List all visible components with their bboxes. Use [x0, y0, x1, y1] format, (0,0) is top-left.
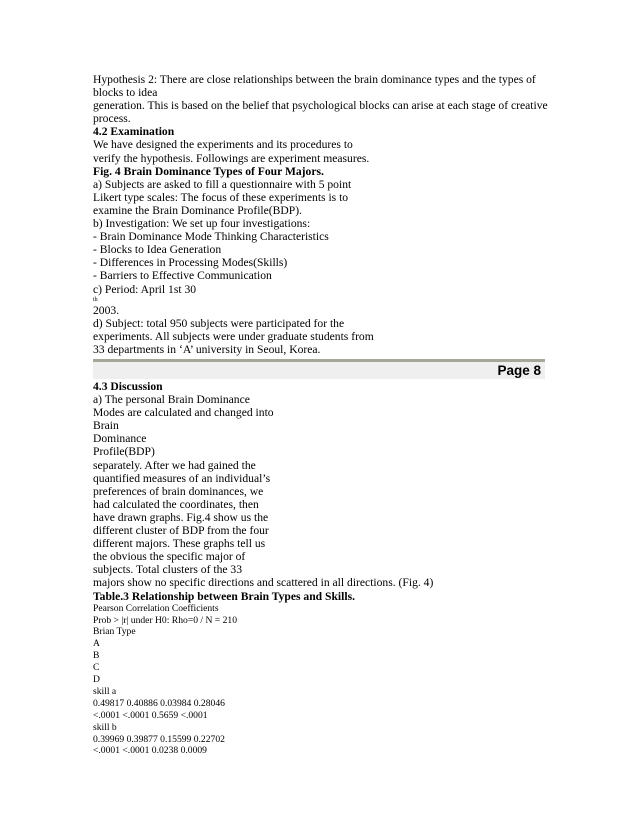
table-caption: Table.3 Relationship between Brain Types and Skills. [93, 589, 355, 603]
figure-caption: Fig. 4 Brain Dominance Types of Four Majors. [93, 164, 324, 178]
intro-line: We have designed the experiments and its procedures to [93, 138, 353, 152]
discussion-line: separately. After we had gained the [93, 458, 256, 472]
investigation-item: - Barriers to Effective Communication [93, 269, 272, 283]
table-line: 0.39969 0.39877 0.15599 0.22702 [93, 733, 225, 745]
hypothesis-line: Hypothesis 2: There are close relationships between the brain dominance types and the types of [93, 73, 536, 86]
table-line: Prob > |r| under H0: Rho=0 / N = 210 [93, 614, 237, 626]
discussion-line: Brain [93, 419, 119, 433]
item-a-line: examine the Brain Dominance Profile(BDP). [93, 203, 302, 217]
discussion-line: majors show no specific directions and scattered in all directions. (Fig. 4) [93, 576, 434, 590]
item-a-line: a) Subjects are asked to fill a questionnaire with 5 point [93, 177, 352, 191]
table-line: A [93, 638, 100, 650]
discussion-line: different cluster of BDP from the four [93, 524, 269, 538]
page-number-band [93, 362, 545, 379]
discussion-line: quantified measures of an individual’s [93, 471, 271, 485]
table-line: <.0001 <.0001 0.5659 <.0001 [93, 709, 208, 721]
item-d-line: d) Subject: total 950 subjects were participated for the [93, 316, 345, 330]
hypothesis-line: process. [93, 112, 131, 126]
investigation-item: - Blocks to Idea Generation [93, 243, 222, 257]
period-superscript: th [93, 296, 98, 303]
investigation-item: - Differences in Processing Modes(Skills) [93, 256, 288, 270]
intro-line: verify the hypothesis. Followings are experiment measures. [93, 151, 370, 165]
item-b-line: b) Investigation: We set up four investigations: [93, 217, 311, 231]
item-a-line: Likert type scales: The focus of these experiments is to [93, 190, 349, 204]
item-d-line: experiments. All subjects were under graduate students from [93, 329, 374, 343]
table-line: 0.49817 0.40886 0.03984 0.28046 [93, 697, 225, 709]
discussion-line: preferences of brain dominances, we [93, 484, 264, 498]
discussion-line: Dominance [93, 432, 147, 446]
table-line: C [93, 662, 100, 674]
discussion-line: subjects. Total clusters of the 33 [93, 563, 243, 577]
period-year: 2003. [93, 303, 120, 317]
section-heading-discussion: 4.3 Discussion [93, 380, 163, 393]
discussion-line: had calculated the coordinates, then [93, 497, 259, 511]
page-number: Page 8 [497, 363, 541, 378]
page1-text-block [93, 73, 548, 356]
discussion-line: a) The personal Brain Dominance [93, 393, 250, 407]
discussion-line: Modes are calculated and changed into [93, 406, 274, 420]
hypothesis-line: generation. This is based on the belief that psychological blocks can arise at each stage of creative [93, 99, 548, 113]
table-line: Brian Type [93, 626, 136, 638]
period-line: c) Period: April 1st 30 [93, 282, 197, 296]
investigation-item: - Brain Dominance Mode Thinking Characteristics [93, 230, 329, 244]
discussion-line: have drawn graphs. Fig.4 show us the [93, 510, 269, 524]
discussion-line: Profile(BDP) [93, 445, 155, 459]
table-line: skill b [93, 721, 117, 733]
discussion-line: the obvious the specific major of [93, 550, 246, 564]
table-line: <.0001 <.0001 0.0238 0.0009 [93, 745, 207, 757]
hypothesis-line: blocks to idea [93, 86, 158, 100]
page2-text-block [93, 380, 433, 757]
table-line: D [93, 674, 100, 686]
table-line: Pearson Correlation Coefficients [93, 602, 219, 614]
section-heading-examination: 4.2 Examination [93, 125, 175, 139]
discussion-line: different majors. These graphs tell us [93, 537, 266, 551]
item-d-line: 33 departments in ‘A’ university in Seoul, Korea. [93, 342, 321, 356]
table-line: B [93, 650, 100, 662]
table-line: skill a [93, 685, 117, 697]
